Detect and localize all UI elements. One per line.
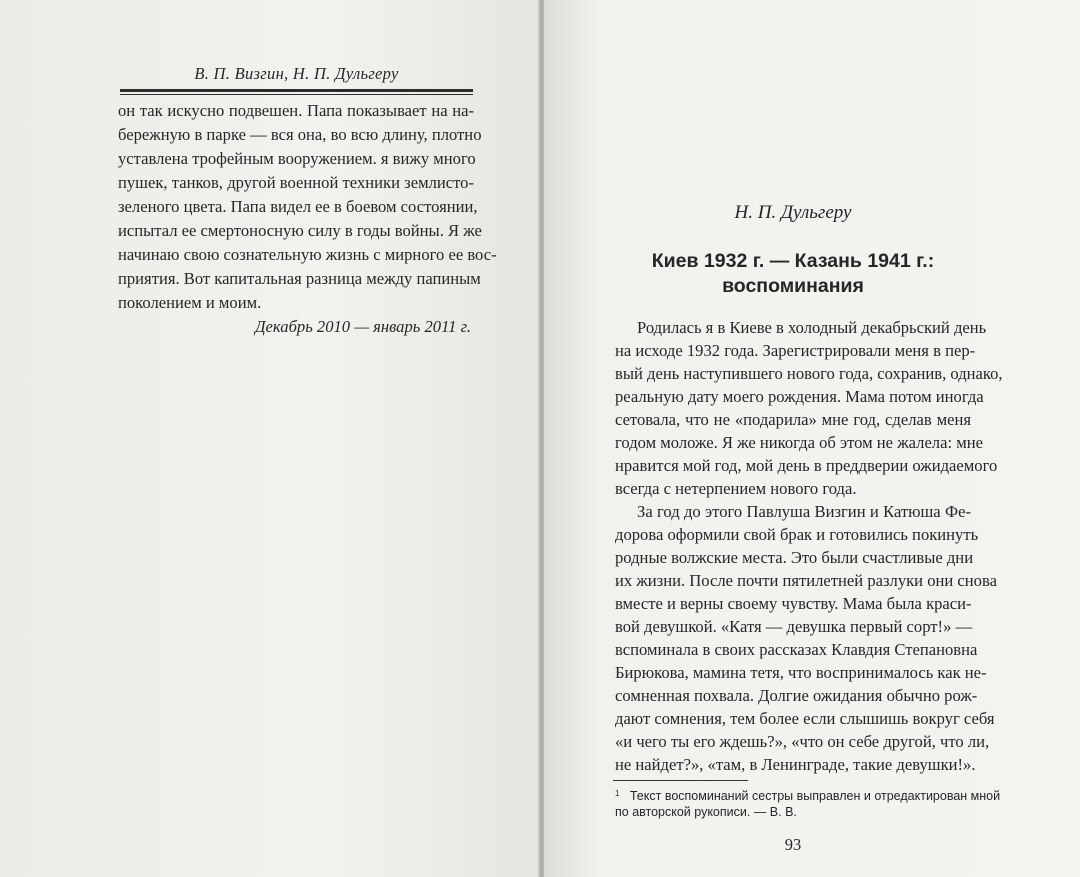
- text-line: испытал ее смертоносную силу в годы войны. Я же: [118, 221, 482, 240]
- running-head: В. П. Визгин, Н. П. Дульгеру: [194, 64, 399, 83]
- text-line: бережную в парке — вся она, во всю длину, плотно: [118, 125, 482, 144]
- footnote-line: [615, 789, 1001, 803]
- text-line: на исходе 1932 года. Зарегистрировали меня в пер-: [615, 341, 976, 360]
- text-line: их жизни. После почти пятилетней разлуки они снова: [615, 571, 997, 590]
- text-line: годом моложе. Я же никогда об этом не жалела: мне: [615, 433, 983, 452]
- footnote-text: Текст воспоминаний сестры выправлен и отредактирован мной: [629, 789, 1001, 803]
- text-line: поколением и моим.: [118, 293, 262, 312]
- text-line: не найдет?», «там, в Ленинграде, такие девушки!».: [615, 755, 976, 774]
- date-signature: Декабрь 2010 — январь 2011 г.: [255, 317, 471, 336]
- header-rule-thick: [120, 89, 473, 92]
- text-line: родные волжские места. Это были счастливые дни: [615, 548, 974, 567]
- text-line: дают сомнения, тем более если слышишь вокруг себя: [615, 709, 995, 728]
- text-line: Родилась я в Киеве в холодный декабрьский день: [637, 318, 987, 337]
- text-line: нравится мой год, мой день в преддверии ожидаемого: [615, 456, 998, 475]
- text-line: За год до этого Павлуша Визгин и Катюша Фе-: [637, 502, 971, 521]
- text-line: приятия. Вот капитальная разница между папиным: [118, 269, 481, 288]
- page-number: 93: [784, 835, 802, 854]
- header-rule-thin: [120, 94, 473, 95]
- text-line: дорова оформили свой брак и готовились покинуть: [615, 525, 979, 544]
- text-line: он так искусно подвешен. Папа показывает на на-: [118, 101, 474, 120]
- chapter-author: Н. П. Дульгеру: [734, 202, 852, 223]
- text-line: «и чего ты его ждешь?», «что он себе другой, что ли,: [615, 732, 990, 751]
- text-line: вой девушкой. «Катя — девушка первый сорт!» —: [615, 617, 973, 636]
- text-line: всегда с нетерпением нового года.: [615, 479, 857, 498]
- chapter-subtitle: воспоминания: [722, 275, 864, 297]
- footnote-mark: 1: [615, 789, 620, 798]
- text-line: вый день наступившего нового года, сохранив, однако,: [615, 364, 1003, 383]
- text-line: сетовала, что не «подарила» мне год, сделав меня: [615, 410, 971, 429]
- text-line: Бирюкова, мамина тетя, что воспринималось как не-: [615, 663, 987, 682]
- right-page: [544, 0, 1080, 877]
- footnote-rule: [613, 780, 748, 781]
- text-line: вспоминала в своих рассказах Клавдия Степановна: [615, 640, 978, 659]
- footnote-line: по авторской рукописи. — В. В.: [615, 805, 797, 819]
- text-line: зеленого цвета. Папа видел ее в боевом состоянии,: [118, 197, 478, 216]
- text-line: уставлена трофейным вооружением. я вижу много: [118, 149, 476, 168]
- text-line: начинаю свою сознательную жизнь с мирного ее вос-: [118, 245, 497, 264]
- chapter-title: Киев 1932 г. — Казань 1941 г.:: [651, 250, 935, 272]
- text-line: сомненная похвала. Долгие ожидания обычно рож-: [615, 686, 978, 705]
- text-line: пушек, танков, другой военной техники землисто-: [118, 173, 474, 192]
- text-line: вместе и верны своему чувству. Мама была краси-: [615, 594, 972, 613]
- text-line: реальную дату моего рождения. Мама потом иногда: [615, 387, 984, 406]
